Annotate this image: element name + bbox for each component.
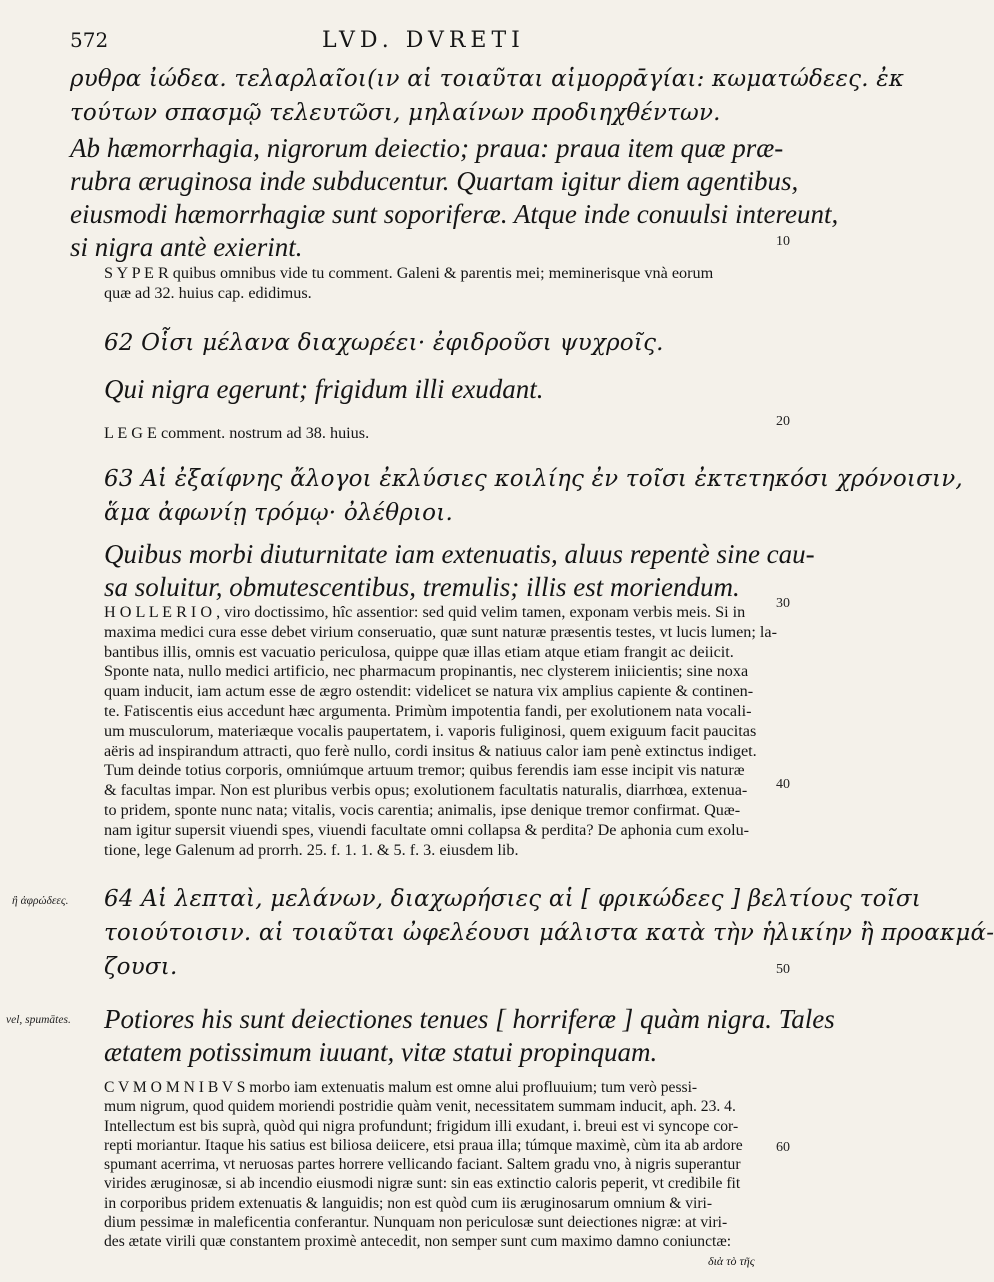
margin-line-number: 10 [776, 234, 790, 249]
latin-aphorism-62: Qui nigra egerunt; frigidum illi exudant. [104, 374, 544, 404]
text-line: aëris ad inspirandum attracti, quo ferè nullo, cordi insitus & natiuus calor iam penè extinctus indiget. [104, 741, 757, 760]
page-number: 572 [70, 28, 109, 52]
commentary-63 [104, 603, 777, 860]
greek-aphorism-62: 62 Οἷσι μέλανα διαχωρέει· ἐφιδροῦσι ψυχροῖς. [104, 330, 664, 356]
running-title: LVD. DVRETI [322, 28, 525, 53]
text-line: ρυθρα ἰώδεα. τελαρλαῖοι(ιν αἱ τοιαῦται αἱμορρᾱγίαι: κωματώδεες. ἐκ [70, 66, 905, 92]
greek-aphorism-63 [104, 462, 963, 530]
margin-note-greek: ἢ ἀφρώδεες. [12, 895, 69, 907]
text-line: quam inducit, iam actum esse de ægro ostendit: videlicet se natura vix amplius capiente & continen- [104, 682, 754, 701]
text-line: maxima medici cura esse debet virium conseruatio, quæ sunt naturæ præsentis testes, vt lucis lumen; la- [104, 622, 777, 641]
greek-aphorism-64 [104, 882, 994, 984]
commentary-62: L E G E comment. nostrum ad 38. huius. [104, 424, 370, 442]
margin-line-number: 30 [776, 596, 790, 611]
text-line: mum nigrum, quod quidem moriendi postridie quàm venit, necessitatem summam inducit, aph. 23. 4. [104, 1098, 736, 1116]
text-line: ætatem potissimum iuuant, vitæ statui propinquam. [104, 1037, 658, 1067]
text-line: ἅμα ἀφωνίῃ τρόμῳ· ὀλέθριοι. [104, 500, 453, 526]
text-line: 63 Αἱ ἐξαίφνης ἄλογοι ἐκλύσιες κοιλίης ἐν τοῖσι ἐκτετηκόσι χρόνοισιν, [104, 466, 963, 492]
margin-line-number: 20 [776, 414, 790, 429]
text-line: repti moriantur. Itaque his satius est biliosa deiicere, etsi praua illa; túmque maximè, cùm ita ab ardore [104, 1136, 743, 1154]
text-line: virides æruginosæ, si ab incendio eiusmodi nigræ sunt: sin eas extinctio caloris peperit, vt credibile fit [104, 1175, 741, 1193]
text-line: nam igitur supersit viuendi spes, viuendi facultate omni collapsa & perdita? De aphonia cum exolu- [104, 820, 750, 839]
text-line: rubra æruginosa inde subducentur. Quartam igitur diem agentibus, [70, 166, 799, 196]
text-line: sa soluitur, obmutescentibus, tremulis; illis est moriendum. [104, 572, 740, 602]
text-line: tione, lege Galenum ad prorrh. 25. f. 1. 1. & 5. f. 3. eiusdem lib. [104, 840, 519, 859]
greek-intro [70, 62, 905, 130]
text-line: si nigra antè exierint. [70, 232, 303, 262]
text-line: spumant acerrima, vt neruosas partes horrere vellicando faciant. Saltem gradu vno, à nigris superantur [104, 1156, 741, 1174]
latin-aphorism-64 [104, 1003, 835, 1069]
margin-line-number: 60 [776, 1140, 790, 1155]
text-line: dium pessimæ in maleficentia conferantur. Nunquam non periculosæ sunt deiectiones nigræ: at viri- [104, 1214, 728, 1232]
margin-line-number: 50 [776, 962, 790, 977]
commentary-1 [104, 264, 764, 304]
text-line: τοιούτοισιν. αἱ τοιαῦται ὠφελέουσι μάλιστα κατὰ τὴν ἡλικίην ἢ προακμά- [104, 920, 994, 946]
margin-line-number: 40 [776, 777, 790, 792]
text-line: & facultas impar. Non est pluribus verbis opus; exolutionem facultatis naturalis, diarrhœa, extenua- [104, 781, 748, 800]
text-line: Intellectum est bis suprà, quòd qui nigra profundunt; frigidum illi exudant, i. breui est vi syncope cor- [104, 1117, 739, 1135]
margin-note-latin: vel, spumātes. [6, 1014, 71, 1026]
catchword: διὰ τὸ τῆς [708, 1254, 755, 1268]
text-line: Potiores his sunt deiectiones tenues [ horriferæ ] quàm nigra. Tales [104, 1004, 835, 1034]
text-line: Ab hæmorrhagia, nigrorum deiectio; praua: praua item quæ præ- [70, 133, 784, 163]
text-line: H O L L E R I O , viro doctissimo, hîc assentior: sed quid velim tamen, exponam verbis meis. Si in [104, 603, 746, 621]
text-line: Sponte nata, nullo medici artificio, nec pharmacum propinantis, nec clysterem iniicientis; sine noxa [104, 662, 749, 681]
text-line: quæ ad 32. huius cap. edidimus. [104, 283, 312, 302]
text-line: um musculorum, materiæque vocalis paupertatem, i. vaporis fuliginosi, quem exiguum facit paucitas [104, 721, 757, 740]
text-line: C V M O M N I B V S morbo iam extenuatis malum est omne alui profluuium; tum verò pessi- [104, 1079, 698, 1096]
text-line: ζουσι. [104, 954, 178, 980]
text-line: S Y P E R quibus omnibus vide tu comment. Galeni & parentis mei; meminerisque vnà eorum [104, 264, 714, 282]
text-line: τούτων σπασμῷ τελευτῶσι, μηλαίνων προδιηχθέντων. [70, 100, 721, 126]
commentary-64 [104, 1078, 774, 1252]
text-line: des ætate virili quæ constantem proximè antecedit, non semper sunt cum maximo damno coniunctæ: [104, 1233, 732, 1251]
text-line: in corporibus pridem extenuatis & languidis; non est quòd cum iis æruginosarum omnium & viri- [104, 1194, 713, 1212]
text-line: bantibus illis, omnis est vacuatio periculosa, quippe quæ illas etiam atque etiam frangit ac deiicit. [104, 642, 734, 661]
text-line: te. Fatiscentis eius accedunt hæc argumenta. Primùm impotentia fandi, per exolutionem nata vocali- [104, 701, 752, 720]
text-line: 64 Αἱ λεπταὶ, μελάνων, διαχωρήσιες αἱ [ φρικώδεες ] βελτίους τοῖσι [104, 886, 921, 912]
text-line: eiusmodi hæmorrhagiæ sunt soporiferæ. Atque inde conuulsi intereunt, [70, 199, 839, 229]
text-line: Quibus morbi diuturnitate iam extenuatis, aluus repentè sine cau- [104, 539, 815, 569]
text-line: to pridem, sponte nunc nata; vitalis, vocis carentia; animalis, ipse denique tremor confirmat. Quæ- [104, 800, 741, 819]
text-line: Tum deinde totius corporis, omniúmque artuum tremor; quibus ferendis iam esse incipit vis naturæ [104, 761, 745, 780]
